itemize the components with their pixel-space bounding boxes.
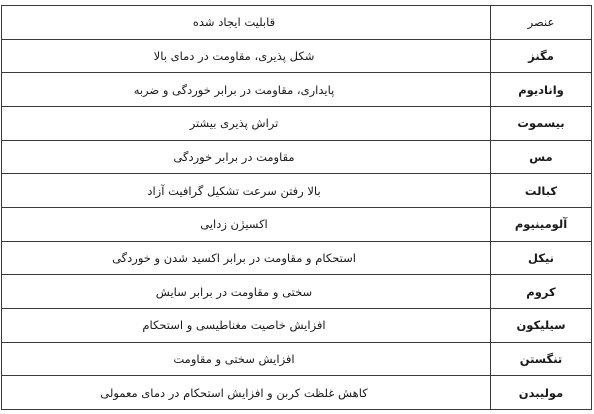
element-cell: کروم <box>491 275 592 309</box>
effect-cell: کاهش غلظت کربن و افزایش استحکام در دمای معمولی <box>2 376 491 410</box>
effect-cell: پایداری، مقاومت در برابر خوردگی و ضربه <box>2 73 491 107</box>
alloy-elements-table-container <box>1 5 592 410</box>
table-row <box>2 342 592 376</box>
effect-cell: شکل پذیری، مقاومت در دمای بالا <box>2 39 491 73</box>
table-row <box>2 241 592 275</box>
table-row <box>2 174 592 208</box>
table-header-row <box>2 6 592 40</box>
effect-cell: بالا رفتن سرعت تشکیل گرافیت آزاد <box>2 174 491 208</box>
element-cell: واناديوم <box>491 73 592 107</box>
effect-cell: مقاومت در برابر خوردگی <box>2 140 491 174</box>
element-cell: کبالت <box>491 174 592 208</box>
effect-cell: سختی و مقاومت در برابر سایش <box>2 275 491 309</box>
table-row <box>2 140 592 174</box>
element-cell: آلومینیوم <box>491 207 592 241</box>
table-row <box>2 106 592 140</box>
effect-cell: افزایش سختی و مقاومت <box>2 342 491 376</box>
table-row <box>2 275 592 309</box>
table-row <box>2 73 592 107</box>
effect-cell: تراش پذیری بیشتر <box>2 106 491 140</box>
element-cell: مولیبدن <box>491 376 592 410</box>
header-element-cell: عنصر <box>491 6 592 40</box>
table-row <box>2 207 592 241</box>
effect-cell: اکسیژن زدایی <box>2 207 491 241</box>
element-cell: مگنز <box>491 39 592 73</box>
table-row <box>2 39 592 73</box>
alloy-elements-table <box>1 5 592 410</box>
element-cell: سیلیکون <box>491 308 592 342</box>
effect-cell: استحکام و مقاومت در برابر اکسید شدن و خوردگی <box>2 241 491 275</box>
effect-cell: افزایش خاصیت مغناطیسی و استحکام <box>2 308 491 342</box>
element-cell: بیسموت <box>491 106 592 140</box>
table-row <box>2 376 592 410</box>
element-cell: تنگستن <box>491 342 592 376</box>
header-effect-cell: قابلیت ایجاد شده <box>2 6 491 40</box>
element-cell: نیکل <box>491 241 592 275</box>
element-cell: مس <box>491 140 592 174</box>
table-row <box>2 308 592 342</box>
